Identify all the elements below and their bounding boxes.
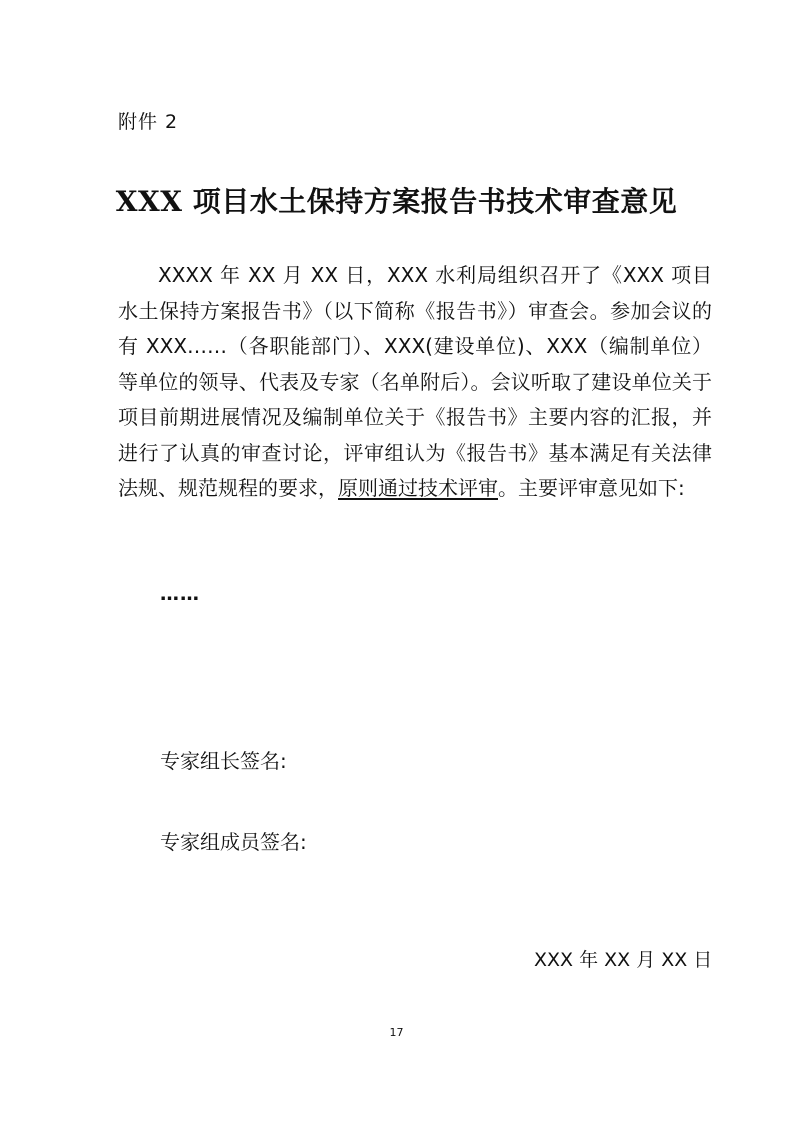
expert-leader-signature-label: 专家组长签名: <box>160 749 287 773</box>
expert-members-signature-label: 专家组成员签名: <box>160 830 307 854</box>
body-paragraph <box>118 258 712 507</box>
page-number: 17 <box>389 1026 404 1039</box>
attachment-label: 附件 2 <box>118 111 179 133</box>
document-date: XXX 年 XX 月 XX 日 <box>534 949 713 971</box>
document-title: XXX 项目水土保持方案报告书技术审查意见 <box>115 185 678 218</box>
body-text-main: XXXX 年 XX 月 XX 日，XXX 水利局组织召开了《XXX 项目水土保持方案报告书》（以下简称《报告书》）审查会。参加会议的有 XXX……（各职能部门）、XXX(建设单位)、XXX（编制单位）等单位的领导、代表及专家（名单附后）。会议听取了建设单位关于项目前期进展情况及编制单位关于《报告书》主要内容的汇报，并进行了认真的审查讨论，评审组认为《报告书》基本满足有关法律法规、规范规程的要求， <box>118 263 712 500</box>
ellipsis-text: …… <box>160 583 200 605</box>
body-text-underlined: 原则通过技术评审 <box>338 476 498 500</box>
body-text-end: 。主要评审意见如下: <box>498 476 685 500</box>
